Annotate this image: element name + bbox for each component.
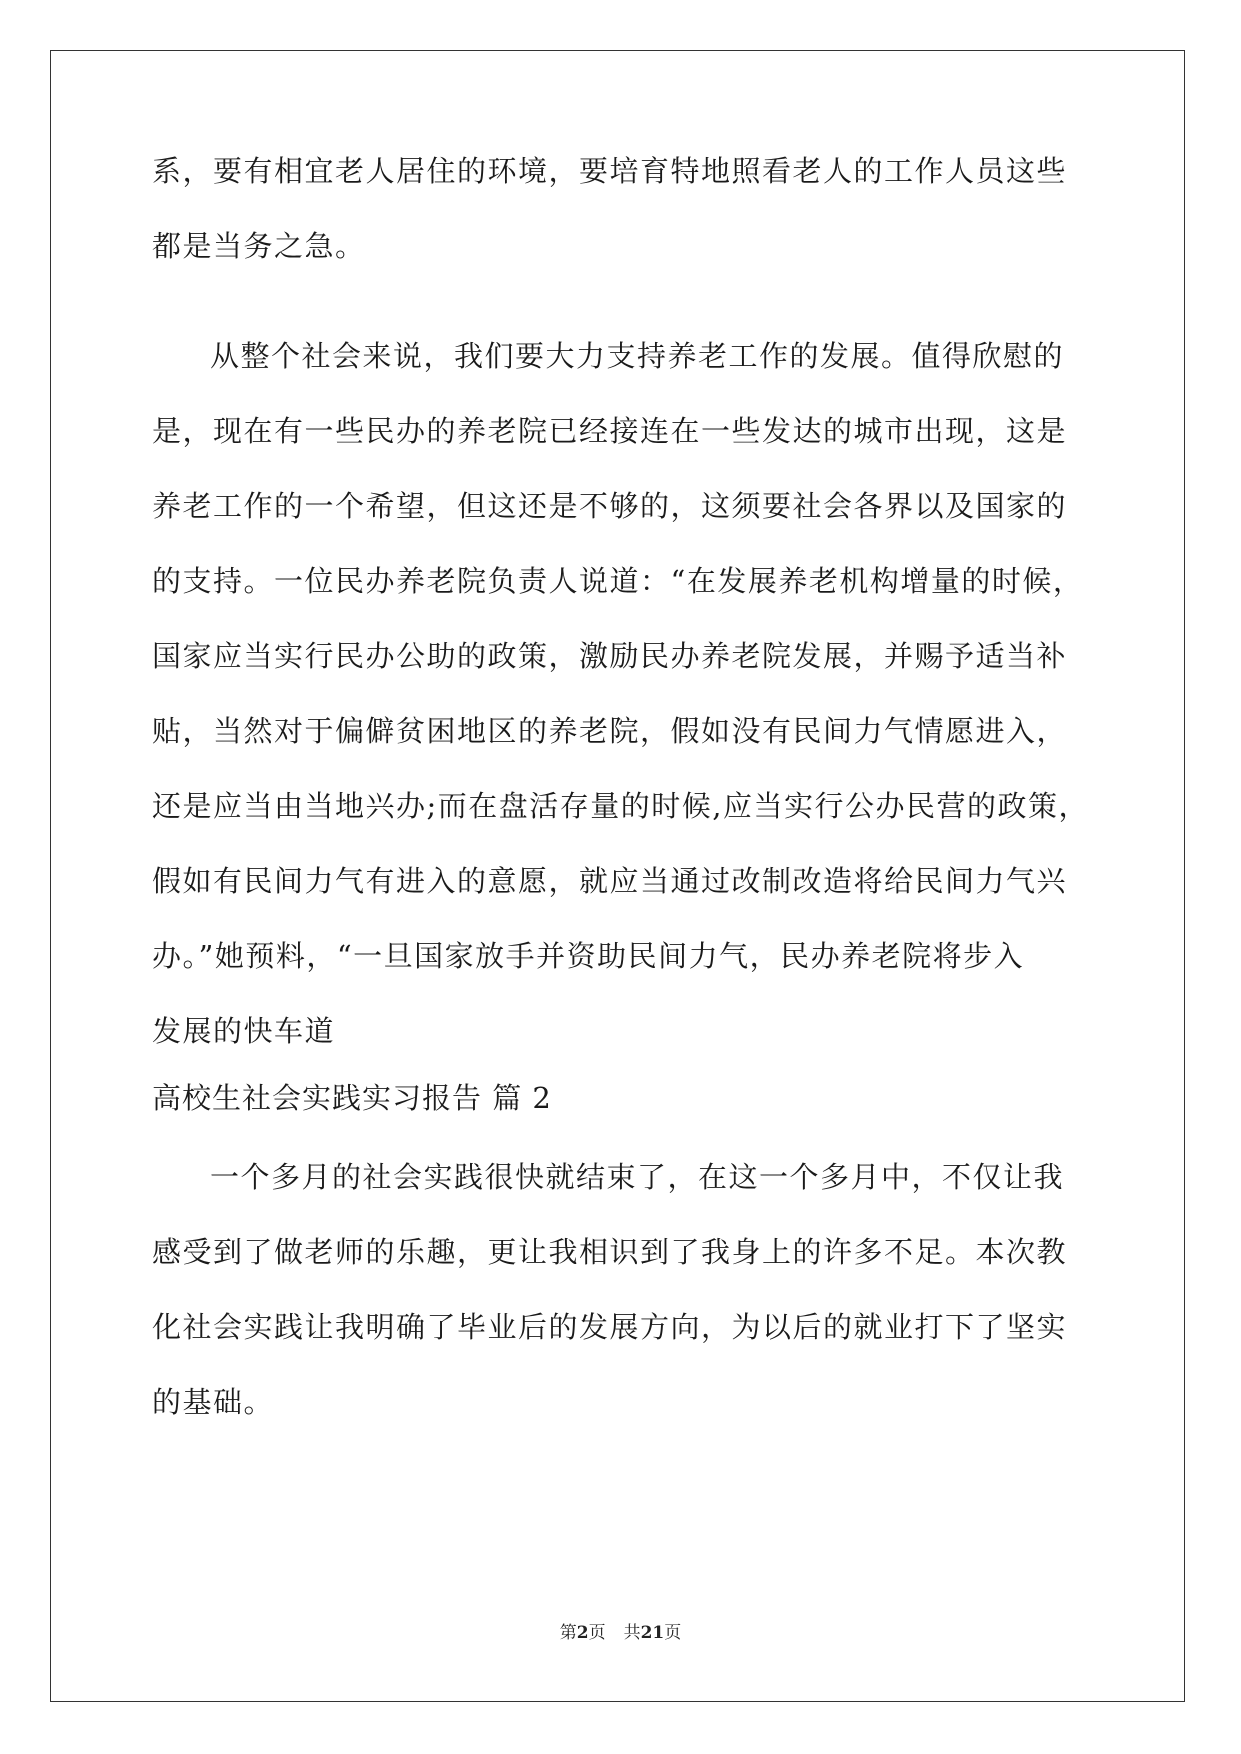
footer-total-number: 21 — [640, 1623, 665, 1643]
body-line: 发展的快车道 — [152, 1014, 336, 1048]
body-line: 化社会实践让我明确了毕业后的发展方向，为以后的就业打下了坚实 — [152, 1310, 1068, 1344]
body-line: 的支持。一位民办养老院负责人说道：“在发展养老机构增量的时候， — [152, 564, 1084, 598]
body-line: 假如有民间力气有进入的意愿，就应当通过改制改造将给民间力气兴 — [152, 864, 1068, 898]
body-line: 还是应当由当地兴办;而在盘活存量的时候,应当实行公办民营的政策， — [152, 789, 1089, 823]
body-line: 是，现在有一些民办的养老院已经接连在一些发达的城市出现，这是 — [152, 414, 1068, 448]
body-line: 从整个社会来说，我们要大力支持养老工作的发展。值得欣慰的 — [210, 339, 1065, 373]
body-line: 办。”她预料，“一旦国家放手并资助民间力气，民办养老院将步入 — [152, 939, 1025, 973]
body-line: 都是当务之急。 — [152, 229, 366, 263]
body-line: 贴，当然对于偏僻贫困地区的养老院，假如没有民间力气情愿进入， — [152, 714, 1068, 748]
body-line: 国家应当实行民办公助的政策，激励民办养老院发展，并赐予适当补 — [152, 639, 1068, 673]
page-footer — [0, 1622, 1241, 1644]
body-line: 的基础。 — [152, 1385, 275, 1419]
body-line: 养老工作的一个希望，但这还是不够的，这须要社会各界以及国家的 — [152, 489, 1068, 523]
section-heading: 高校生社会实践实习报告 篇 2 — [152, 1081, 552, 1115]
footer-total-suffix: 页 — [664, 1623, 682, 1643]
footer-total-prefix: 共 — [623, 1623, 641, 1643]
body-line: 一个多月的社会实践很快就结束了，在这一个多月中，不仅让我 — [210, 1160, 1065, 1194]
body-line: 系，要有相宜老人居住的环境，要培育特地照看老人的工作人员这些 — [152, 154, 1068, 188]
footer-page-suffix: 页 — [588, 1623, 606, 1643]
body-line: 感受到了做老师的乐趣，更让我相识到了我身上的许多不足。本次教 — [152, 1235, 1068, 1269]
footer-page-prefix: 第 — [559, 1623, 577, 1643]
footer-page-number: 2 — [576, 1623, 589, 1643]
